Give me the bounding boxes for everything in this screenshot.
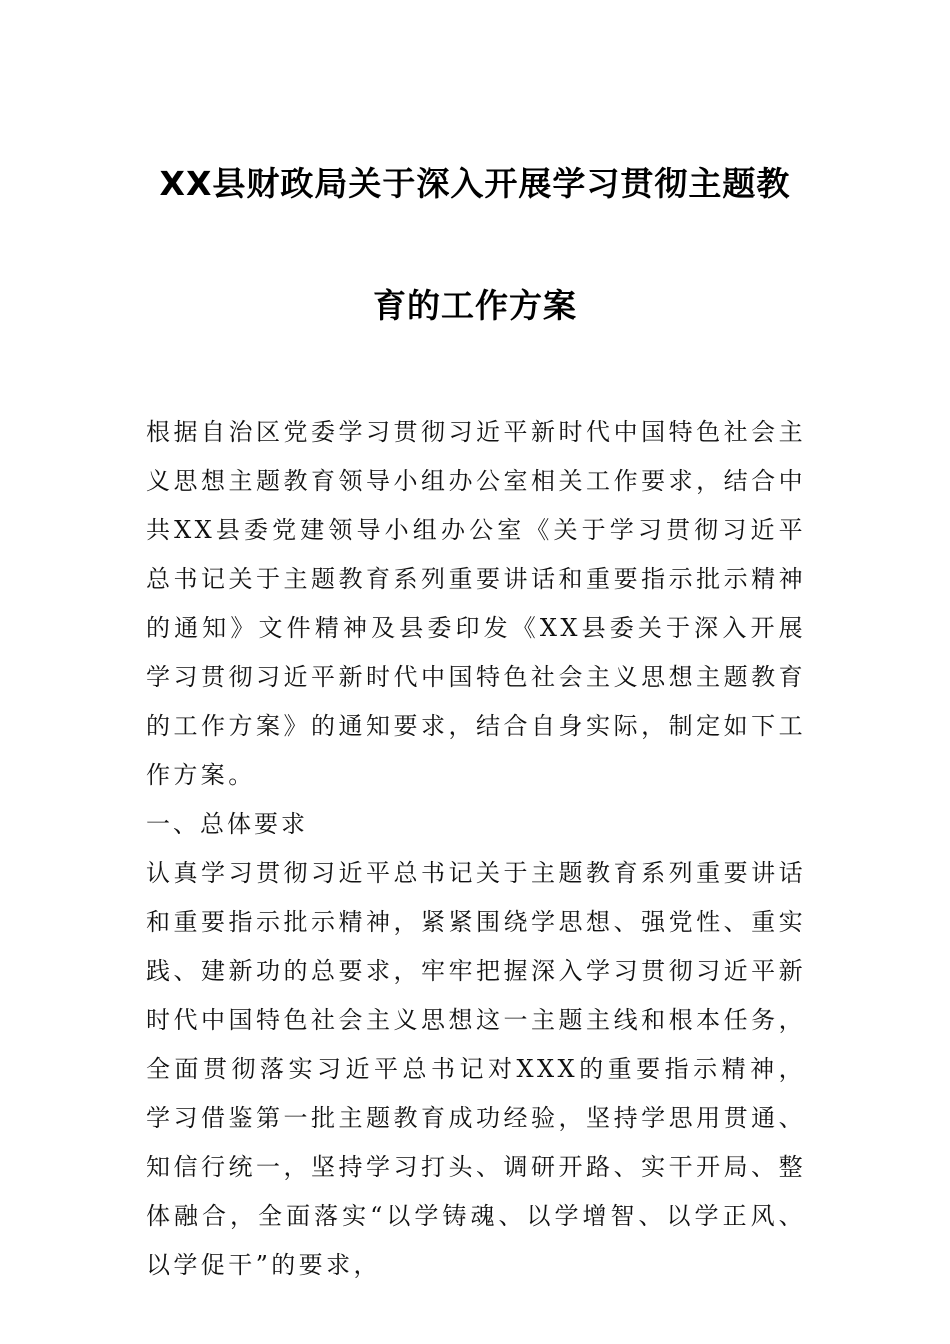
section-paragraph: 认真学习贯彻习近平总书记关于主题教育系列重要讲话和重要指示批示精神，紧紧围绕学思想、强党性、重实践、建新功的总要求，牢牢把握深入学习贯彻习近平新时代中国特色社会主义思想这一主题主线和根本任务，全面贯彻落实习近平总书记对XXX的重要指示精神，学习借鉴第一批主题教育成功经验，坚持学思用贯通、知信行统一，坚持学习打头、调研开路、实干开局、整体融合，全面落实“以学铸魂、以学增智、以学正风、以学促干”的要求， <box>146 859 806 1279</box>
document-body <box>146 408 806 1290</box>
document-title-line-2: 育的工作方案 <box>373 286 577 325</box>
intro-paragraph: 根据自治区党委学习贯彻习近平新时代中国特色社会主义思想主题教育领导小组办公室相关工作要求，结合中共XX县委党建领导小组办公室《关于学习贯彻习近平总书记关于主题教育系列重要讲话和重要指示批示精神的通知》文件精神及县委印发《XX县委关于深入开展学习贯彻习近平新时代中国特色社会主义思想主题教育的工作方案》的通知要求，结合自身实际，制定如下工作方案。 <box>146 418 806 789</box>
section-heading-overall-requirements: 一、总体要求 <box>146 810 308 838</box>
document-title-line-1: XX县财政局关于深入开展学习贯彻主题教 <box>159 164 791 203</box>
